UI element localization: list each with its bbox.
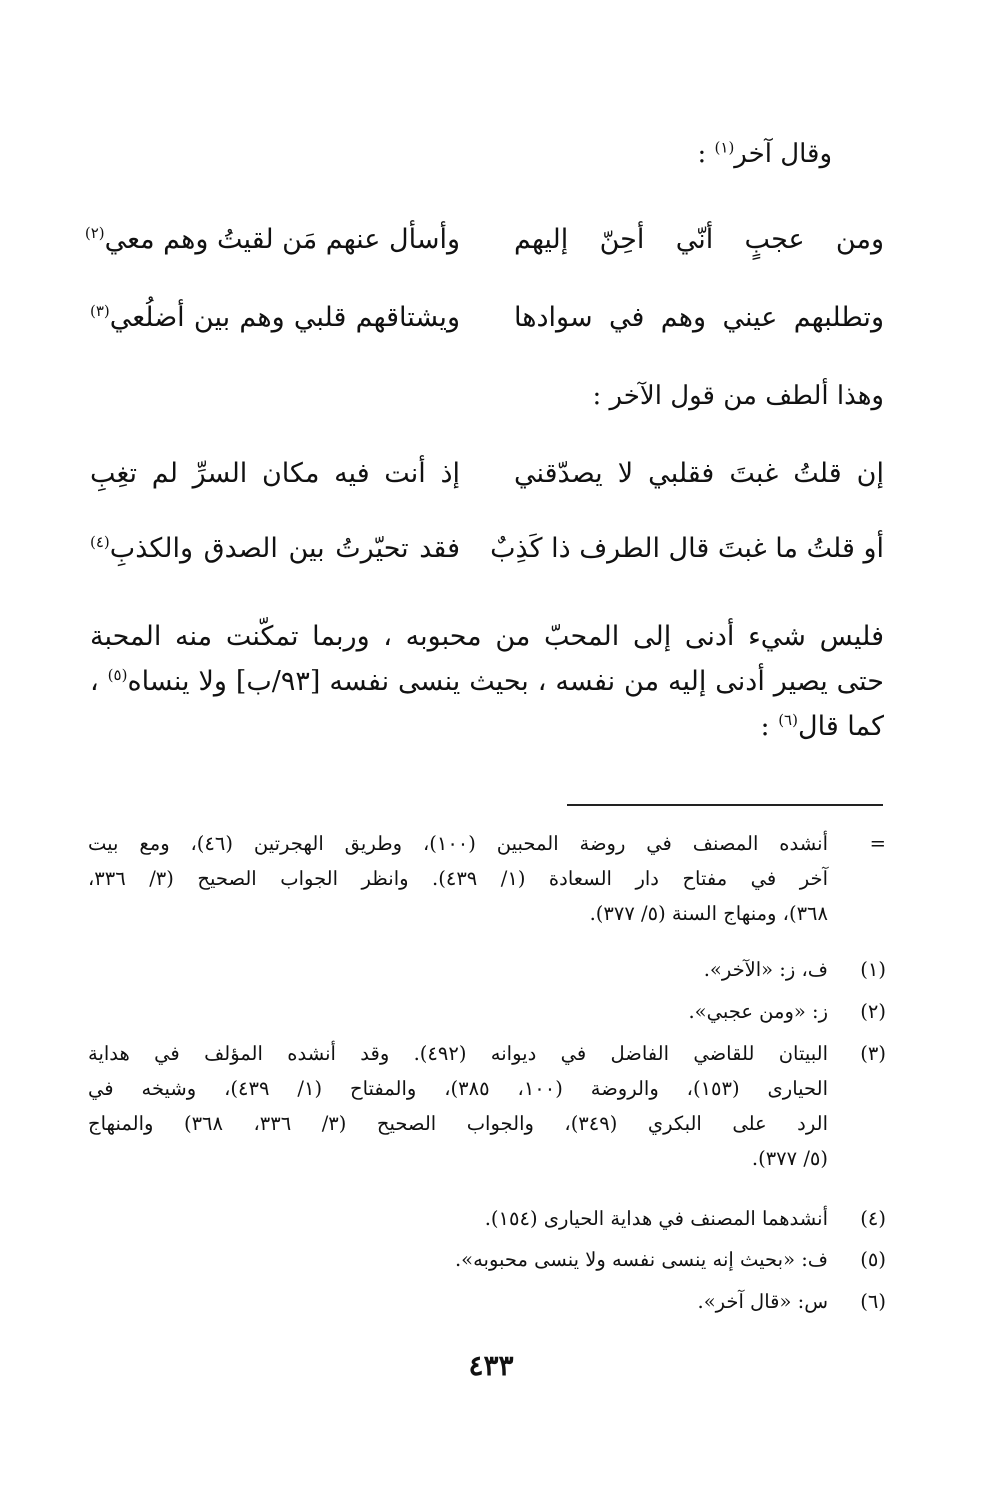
- footnote-line: ف، ز: «الآخر».: [703, 958, 828, 981]
- footnote-line: أنشدهما المصنف في هداية الحيارى (١٥٤).: [484, 1207, 828, 1230]
- intro-2-text: وهذا ألطف من قول الآخر :: [592, 381, 884, 411]
- paragraph-line-2: [90, 659, 884, 704]
- paragraph-line-2-end: ،: [90, 666, 99, 697]
- verse-1-first-hemistich: ومن عجبٍ أنّي أحِنّ إليهم: [514, 224, 884, 255]
- footnote-line: الحيارى (١٥٣)، والروضة (١٠٠، ٣٨٥)، والمفتاح (١/ ٤٣٩)، وشيخه في: [88, 1077, 828, 1100]
- footnote-marker: (٣): [860, 1042, 886, 1065]
- footnote-3: [88, 1036, 886, 1176]
- footnote-marker: (٥): [860, 1248, 886, 1271]
- footnote-marker: (٤): [860, 1207, 886, 1230]
- verse-4: [90, 527, 884, 571]
- verse-2-second-text: ويشتاقهم قلبي وهم بين أضلُعي: [109, 302, 460, 333]
- footnote-marker: (٢): [860, 1000, 886, 1023]
- footnote-ref-3: (٣): [90, 302, 110, 320]
- verse-4-first-hemistich: أو قلتُ ما غبتَ قال الطرف ذا كَذِبٌ: [490, 533, 884, 564]
- verse-1-second-text: وأسأل عنهم مَن لقيتُ وهم معي: [104, 224, 460, 255]
- footnote-marker: (٦): [860, 1290, 886, 1313]
- footnote-body: [88, 1201, 828, 1236]
- footnote-ref-5: (٥): [107, 666, 128, 684]
- intro-line-1: [697, 138, 832, 170]
- verse-2-first-hemistich: وتطلبهم عيني وهم في سوادها: [514, 302, 884, 333]
- footnote-line: (٥/ ٣٧٧).: [751, 1147, 828, 1170]
- page-number: ٤٣٣: [468, 1349, 514, 1382]
- footnote-body: [88, 1036, 828, 1176]
- footnote-line: آخر في مفتاح دار السعادة (١/ ٤٣٩). وانظر الجواب الصحيح (٣/ ٣٣٦،: [88, 867, 828, 890]
- paragraph-line-2-text: حتى يصير أدنى إليه من نفسه ، بحيث ينسى نفسه [٩٣/ب] ولا ينساه: [127, 666, 884, 697]
- footnote-marker: =: [869, 832, 886, 855]
- intro-line-2: [592, 380, 884, 412]
- verse-1-second-hemistich: [84, 218, 460, 262]
- footnote-ref-6: (٦): [778, 711, 798, 729]
- footnote-line: ز: «ومن عجبي».: [688, 1000, 828, 1023]
- footnote-line: ف: «بحيث إنه ينسى نفسه ولا ينسى محبوبه».: [454, 1248, 828, 1271]
- footnote-4: [88, 1201, 886, 1236]
- footnote-ref-2: (٢): [84, 224, 105, 242]
- verse-2: [90, 296, 884, 340]
- verse-3: [90, 452, 884, 496]
- footnote-body: [88, 994, 828, 1029]
- footnote-2: [88, 994, 886, 1029]
- footnote-line: الرد على البكري (٣٤٩)، والجواب الصحيح (٣/ ٣٣٦، ٣٦٨) والمنهاج: [88, 1112, 828, 1135]
- paragraph-line-3-text: كما قال: [797, 711, 884, 742]
- verse-4-second-text: فقد تحيّرتُ بين الصدق والكذبِ: [109, 533, 460, 564]
- footnote-line: البيتان للقاضي الفاضل في ديوانه (٤٩٢). وقد أنشده المؤلف في هداية: [88, 1042, 828, 1065]
- footnote-separator: [567, 804, 883, 806]
- footnote-1: [88, 952, 886, 987]
- prose-paragraph: [90, 614, 884, 749]
- verse-2-second-hemistich: [90, 296, 460, 340]
- verse-3-second-hemistich: [90, 452, 460, 496]
- footnote-body: [88, 952, 828, 987]
- intro-1-colon: :: [697, 139, 707, 169]
- verse-3-second-text: إذ أنت فيه مكان السرِّ لم تغِبِ: [90, 458, 460, 489]
- footnote-line: ٣٦٨)، ومنهاج السنة (٥/ ٣٧٧).: [589, 902, 828, 925]
- verse-1: [84, 218, 884, 262]
- footnote-body: [88, 826, 828, 931]
- footnote-5: [88, 1242, 886, 1277]
- footnote-line: س: «قال آخر».: [697, 1290, 828, 1313]
- footnote-marker: (١): [860, 958, 886, 981]
- paragraph-line-3-end: :: [760, 711, 770, 742]
- footnote-continuation: [88, 826, 886, 931]
- footnote-ref-1: (١): [714, 138, 735, 157]
- verse-4-second-hemistich: [90, 527, 460, 571]
- footnote-ref-4: (٤): [90, 533, 110, 551]
- paragraph-line-1: فليس شيء أدنى إلى المحبّ من محبوبه ، وربما تمكّنت منه المحبة: [90, 621, 884, 652]
- intro-1-text: وقال آخر: [734, 139, 832, 169]
- verse-3-first-hemistich: إن قلتُ غبتَ فقلبي لا يصدّقني: [514, 458, 884, 489]
- paragraph-line-3: [90, 704, 884, 749]
- footnote-body: [88, 1284, 828, 1319]
- footnote-6: [88, 1284, 886, 1319]
- footnote-body: [88, 1242, 828, 1277]
- footnote-line: أنشده المصنف في روضة المحبين (١٠٠)، وطريق الهجرتين (٤٦)، ومع بيت: [88, 832, 828, 855]
